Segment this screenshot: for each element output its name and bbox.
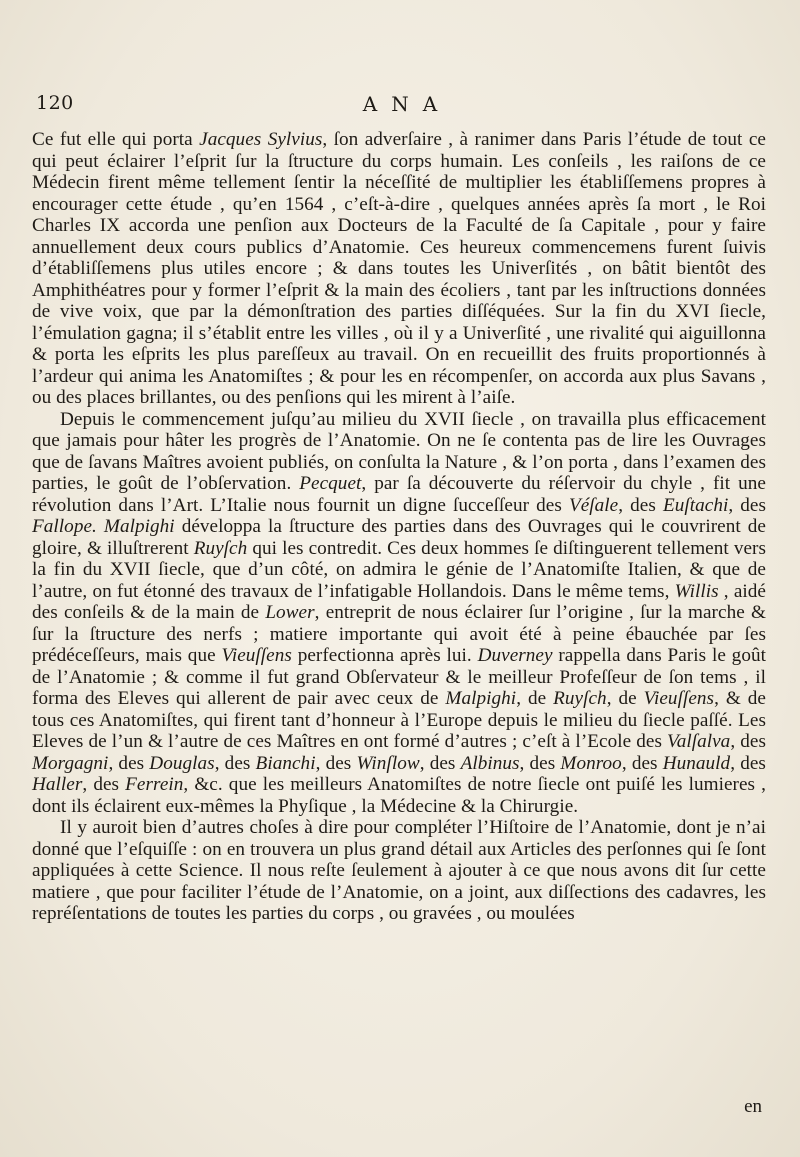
paragraph [32,817,766,925]
text-run: , des [108,752,150,774]
text-run: Il y auroit bien d’autres choſes à dire pour compléter l’Hiſtoire de l’Anatomie, dont je n’ai donné que l’eſquiſſe : on en trouvera un plus grand détail aux Articles des perſonnes qui ſe ſont appliquées à cette Science. Il nous reſte ſeulement à ajouter à ce que nous avons dit ſur cette matiere , que pour faciliter l’étude de l’Anatomie, on a joint, aux diſſections des cadavres, les repréſentations de toutes les parties du corps , ou gravées , ou moulées [32,817,766,924]
page-number: 120 [36,92,74,114]
text-run: , de [516,688,554,709]
text-run: , des [730,752,766,774]
italic-name: Ruyſch [193,537,248,559]
italic-name: Winſlow [356,752,420,774]
text-run [97,516,104,537]
paragraph [32,409,766,818]
page-header [36,92,764,122]
text-run: , &c. que les meilleurs Anatomiſtes de notre ſiecle ont puiſé les lumieres , dont ils éclairent eux-mêmes la Phyſique , la Médecine & la Chirurgie. [32,774,766,817]
italic-name: Pecquet [299,473,362,494]
italic-name: Haller [32,774,83,795]
italic-name: Douglas [149,752,215,774]
running-head: ANA [362,92,452,116]
italic-name: Bianchi [255,752,316,774]
italic-name: Willis [674,580,719,602]
text-run: Ce fut elle qui porta [32,129,200,150]
text-run: , des [728,494,767,516]
text-run: , des [621,752,663,774]
italic-name: Malpighi [103,516,175,537]
paragraph [32,129,766,409]
text-run: , ſon adverſaire , à ranimer dans Paris l’étude de tout ce qui peut éclairer l’eſprit ſur la ſtructure du corps humain. Les conſeils , les raiſons de ce Médecin firent même tellement ſentir la néceſſité de multiplier les établiſſemens propres à encourager cette étude , qu’en 1564 , c’eſt-à-dire , quelques années après ſa mort , le Roi Charles IX accorda une penſion aux Docteurs de la Faculté de ſa Capitale , pour y faire annuellement deux cours publics d’Anatomie. Ces heureux commencemens furent ſuivis d’établiſſemens plus utiles encore ; & dans toutes les Univerſités , on bâtit bientôt des Amphithéatres pour y former l’eſprit & la main des écoliers , tant par les inſtructions données de vive voix, que par la démonſtration des parties diſſéquées. Sur la fin du XVI ſiecle, l’émulation gagna; il s’établit entre les villes , où il y a Univerſité , une rivalité qui aiguillonna & porta les eſprits les plus pareſſeux au travail. On en recueillit des fruits proportionnés à l’ardeur qui anima les Anatomiſtes ; & pour les en récompenſer, on accorda aux plus Savans , ou des places brillantes, ou des penſions qui les mirent à l’aiſe. [32,129,766,408]
text-run: , de [606,688,644,709]
italic-name: Ferrein [125,774,184,795]
italic-name: Véſale [568,494,619,516]
text-run: rappella dans Paris le goût de l’Anatomie ; & comme il fut grand Obſervateur & le meilleur Profeſſeur de ſon tems , il forma des Eleves qui allerent de pair avec ceux de [32,645,766,709]
text-run: perfectionna après lui. [291,645,478,666]
italic-name: Hunauld [662,752,731,774]
text-run: , & de tous ces Anatomiſtes, qui firent tant d’honneur à l’Europe depuis le milieu du ſiecle paſſé. Les Eleves de l’un & l’autre de ces Maîtres en ont formé d’autres ; c’eſt à l’Ecole des [32,688,766,752]
text-run: qui les contredit. Ces deux hommes ſe diſtinguerent tellement vers la fin du XVII ſiecle, que d’un côté, on admira le génie de l’Anatomiſte Italien, & que de l’autre, on fut étonné des travaux de l’infatigable Hollandois. Dans le même tems, [32,537,766,602]
italic-name: Monroo [560,752,622,774]
text-run: , des [419,752,461,774]
text-run: , entreprit de nous éclairer ſur l’origine , ſur la marche & ſur la ſtructure des nerfs ; matiere importante qui avoit été à peine ébauchée par ſes prédéceſſeurs, mais que [32,602,766,666]
body-text [32,129,766,925]
text-run: , des [315,752,357,774]
text-run: , des [214,752,256,774]
text-run: , des [519,752,561,774]
italic-name: Ruyſch [553,688,607,709]
italic-name: Malpighi [445,688,517,709]
italic-name: Albinus [460,752,520,774]
italic-name: Duverney [477,645,553,666]
italic-name: Morgagni [32,752,109,774]
catchword: en [744,1096,762,1117]
italic-name: Jacques Sylvius [199,129,323,150]
text-run: Depuis le commencement juſqu’au milieu du XVII ſiecle , on travailla plus efficacement que jamais pour hâter les progrès de l’Anatomie. On ne ſe contenta pas de lire les Ouvrages que de ſavans Maîtres avoient publiés, on conſulta la Nature , & l’on porta , dans l’examen des parties, le goût de l’obſervation. [32,408,766,494]
text-run: , aidé des conſeils & de la main de [32,580,766,623]
italic-name: Fallope. [32,516,97,537]
text-run: , par ſa découverte du réſervoir du chyle , fit une révolution dans l’Art. L’Italie nous fournit un digne ſucceſſeur des [32,473,766,516]
text-run: développa la ſtructure des parties dans des Ouvrages qui le couvrirent de gloire, & illuſtrerent [32,516,766,559]
text-run: , des [618,494,663,516]
italic-name: Vieuſſens [221,645,292,666]
text-run: , des [82,774,126,795]
italic-name: Euſtachi [662,494,729,516]
italic-name: Valſalva [667,731,731,752]
italic-name: Vieuſſens [643,688,715,709]
text-run: , des [730,731,766,752]
italic-name: Lower [265,602,315,623]
